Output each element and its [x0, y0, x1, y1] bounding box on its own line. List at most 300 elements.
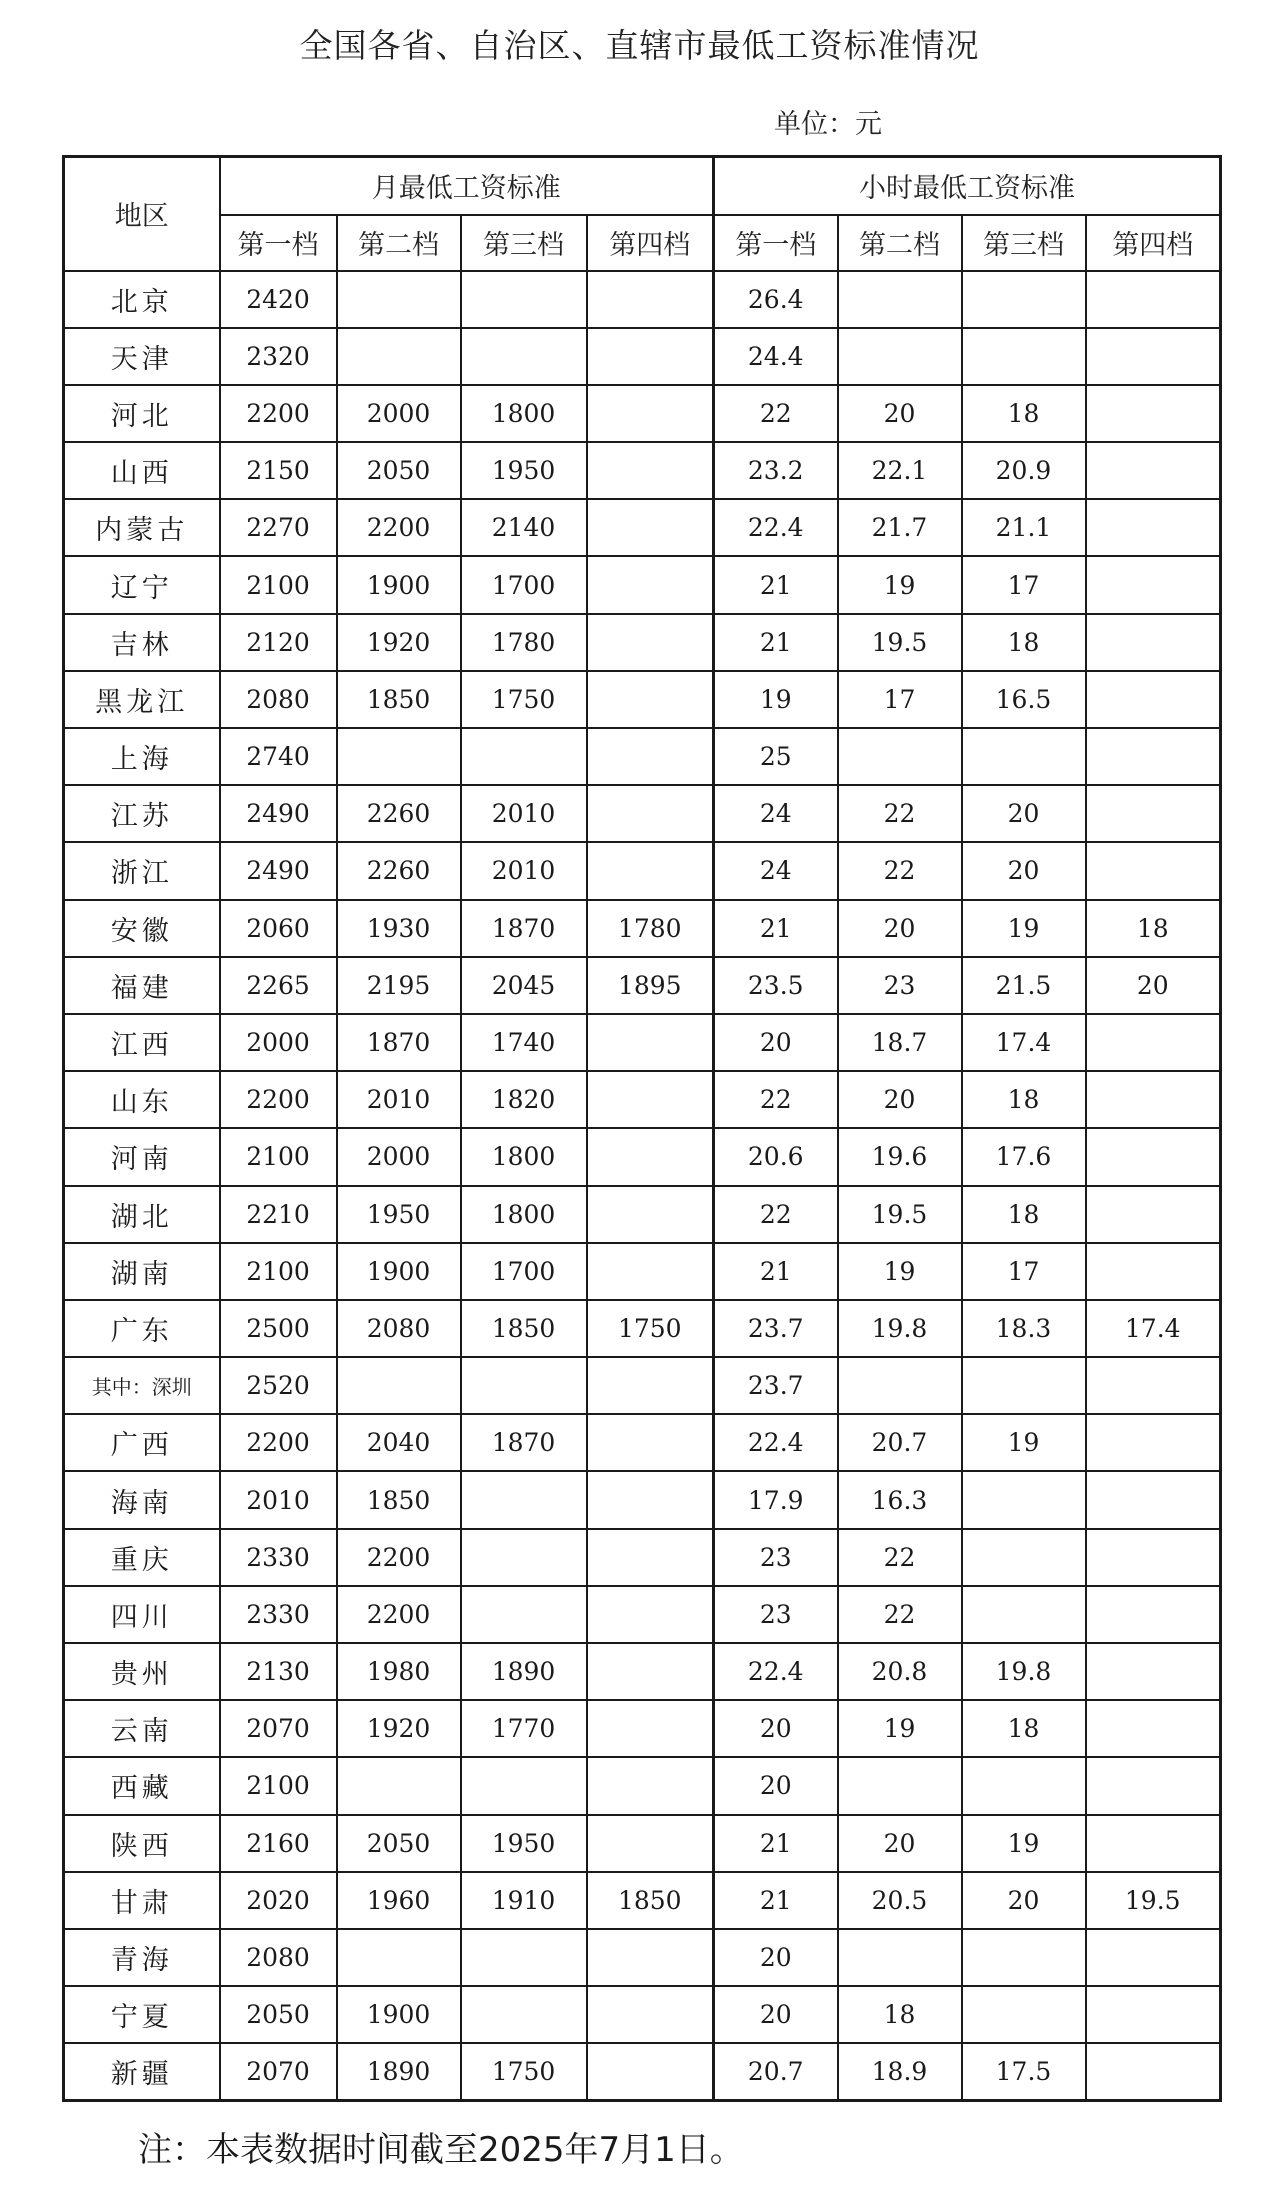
region-cell: 福建: [64, 957, 220, 1014]
hourly-tier-1-cell: 21: [714, 614, 838, 671]
region-cell: 云南: [64, 1700, 220, 1757]
hourly-tier-1-cell: 24: [714, 785, 838, 842]
monthly-tier-3-cell: 1870: [461, 1414, 587, 1471]
monthly-tier-1-cell: 2080: [220, 671, 337, 728]
region-cell: 宁夏: [64, 1986, 220, 2043]
hourly-tier-3-cell: 18: [962, 385, 1086, 442]
monthly-tier-1-cell: 2490: [220, 842, 337, 899]
monthly-tier-2-cell: 1890: [337, 2043, 461, 2100]
monthly-tier-1-cell: 2120: [220, 614, 337, 671]
monthly-tier-4-cell: [587, 728, 714, 785]
monthly-tier-3-cell: [461, 1757, 587, 1814]
hourly-tier-3-cell: [962, 328, 1086, 385]
hourly-tier-2-cell: 19.8: [838, 1300, 962, 1357]
hourly-tier-1-cell: 17.9: [714, 1471, 838, 1528]
hourly-tier-4-cell: [1086, 1815, 1221, 1872]
monthly-tier-3-cell: [461, 1529, 587, 1586]
monthly-tier-3-cell: [461, 1586, 587, 1643]
region-cell: 山西: [64, 442, 220, 499]
header-monthly: 月最低工资标准: [220, 157, 714, 215]
monthly-tier-3-cell: [461, 1357, 587, 1414]
hourly-tier-2-cell: 20: [838, 1071, 962, 1128]
hourly-tier-1-cell: 22.4: [714, 1414, 838, 1471]
monthly-tier-2-cell: [337, 1757, 461, 1814]
hourly-tier-1-cell: 20: [714, 1700, 838, 1757]
table-row: [64, 1471, 1221, 1528]
hourly-tier-4-cell: 18: [1086, 900, 1221, 957]
hourly-tier-1-cell: 23.5: [714, 957, 838, 1014]
hourly-tier-3-cell: 19: [962, 900, 1086, 957]
monthly-tier-3-cell: 1910: [461, 1872, 587, 1929]
hourly-tier-1-cell: 23.7: [714, 1357, 838, 1414]
hourly-tier-4-cell: [1086, 785, 1221, 842]
region-cell: 江苏: [64, 785, 220, 842]
monthly-tier-1-cell: 2130: [220, 1643, 337, 1700]
region-cell: 重庆: [64, 1529, 220, 1586]
hourly-tier-2-cell: 22: [838, 785, 962, 842]
monthly-tier-2-cell: 2200: [337, 1529, 461, 1586]
monthly-tier-4-cell: [587, 385, 714, 442]
hourly-tier-3-cell: 16.5: [962, 671, 1086, 728]
hourly-tier-4-cell: [1086, 1471, 1221, 1528]
monthly-tier-2-cell: 2080: [337, 1300, 461, 1357]
monthly-tier-1-cell: 2420: [220, 271, 337, 328]
hourly-tier-4-cell: [1086, 556, 1221, 613]
monthly-tier-4-cell: [587, 1243, 714, 1300]
table-row: [64, 442, 1221, 499]
monthly-tier-3-cell: 2010: [461, 785, 587, 842]
monthly-tier-1-cell: 2100: [220, 556, 337, 613]
monthly-tier-1-cell: 2080: [220, 1929, 337, 1986]
hourly-tier-1-cell: 21: [714, 556, 838, 613]
hourly-tier-2-cell: 20.8: [838, 1643, 962, 1700]
hourly-tier-4-cell: [1086, 328, 1221, 385]
hourly-tier-3-cell: 18.3: [962, 1300, 1086, 1357]
hourly-tier-1-cell: 22: [714, 1071, 838, 1128]
region-cell: 新疆: [64, 2043, 220, 2100]
hourly-tier-2-cell: 18.9: [838, 2043, 962, 2100]
monthly-tier-4-cell: 1750: [587, 1300, 714, 1357]
monthly-tier-4-cell: [587, 2043, 714, 2100]
monthly-tier-3-cell: 1890: [461, 1643, 587, 1700]
region-cell: 广东: [64, 1300, 220, 1357]
hourly-tier-3-cell: 21.1: [962, 499, 1086, 556]
monthly-tier-4-cell: [587, 1471, 714, 1528]
monthly-tier-2-cell: 1900: [337, 556, 461, 613]
table-row: [64, 556, 1221, 613]
hourly-tier-3-cell: 17: [962, 1243, 1086, 1300]
hourly-tier-4-cell: [1086, 1986, 1221, 2043]
monthly-tier-3-cell: [461, 1986, 587, 2043]
hourly-tier-4-cell: [1086, 385, 1221, 442]
region-cell: 海南: [64, 1471, 220, 1528]
table-row: [64, 499, 1221, 556]
table-row: [64, 1300, 1221, 1357]
hourly-tier-4-cell: [1086, 1414, 1221, 1471]
hourly-tier-2-cell: 22: [838, 842, 962, 899]
table-row: [64, 1815, 1221, 1872]
monthly-tier-3-cell: 2010: [461, 842, 587, 899]
hourly-tier-4-cell: [1086, 1128, 1221, 1185]
hourly-tier-3-cell: 17: [962, 556, 1086, 613]
hourly-tier-4-cell: 20: [1086, 957, 1221, 1014]
monthly-tier-1-cell: 2010: [220, 1471, 337, 1528]
table-row: [64, 785, 1221, 842]
hourly-tier-2-cell: 21.7: [838, 499, 962, 556]
header-hourly-tier-1: 第一档: [714, 215, 838, 271]
hourly-tier-1-cell: 23: [714, 1586, 838, 1643]
monthly-tier-4-cell: [587, 1929, 714, 1986]
monthly-tier-1-cell: 2200: [220, 385, 337, 442]
monthly-tier-3-cell: [461, 271, 587, 328]
monthly-tier-4-cell: [587, 1986, 714, 2043]
hourly-tier-1-cell: 22.4: [714, 1643, 838, 1700]
table-row: [64, 1357, 1221, 1414]
monthly-tier-4-cell: [587, 671, 714, 728]
table-row: [64, 1586, 1221, 1643]
header-monthly-tier-3: 第三档: [461, 215, 587, 271]
hourly-tier-1-cell: 20: [714, 1014, 838, 1071]
table-body: [64, 271, 1221, 2101]
region-cell: 吉林: [64, 614, 220, 671]
monthly-tier-3-cell: [461, 728, 587, 785]
hourly-tier-1-cell: 22.4: [714, 499, 838, 556]
monthly-tier-2-cell: [337, 271, 461, 328]
hourly-tier-2-cell: 19: [838, 556, 962, 613]
hourly-tier-2-cell: 19: [838, 1243, 962, 1300]
monthly-tier-2-cell: 1950: [337, 1186, 461, 1243]
monthly-tier-4-cell: [587, 1014, 714, 1071]
hourly-tier-1-cell: 22: [714, 385, 838, 442]
monthly-tier-2-cell: 1960: [337, 1872, 461, 1929]
monthly-tier-3-cell: 1700: [461, 556, 587, 613]
hourly-tier-2-cell: 22: [838, 1529, 962, 1586]
hourly-tier-3-cell: 18: [962, 614, 1086, 671]
hourly-tier-3-cell: 18: [962, 1186, 1086, 1243]
monthly-tier-2-cell: 1900: [337, 1986, 461, 2043]
hourly-tier-2-cell: 18.7: [838, 1014, 962, 1071]
monthly-tier-2-cell: [337, 1357, 461, 1414]
header-monthly-tier-2: 第二档: [337, 215, 461, 271]
unit-label: 单位：元: [774, 109, 882, 140]
hourly-tier-2-cell: [838, 1357, 962, 1414]
hourly-tier-4-cell: [1086, 499, 1221, 556]
hourly-tier-1-cell: 23.2: [714, 442, 838, 499]
monthly-tier-1-cell: 2150: [220, 442, 337, 499]
monthly-tier-1-cell: 2100: [220, 1128, 337, 1185]
hourly-tier-4-cell: [1086, 1643, 1221, 1700]
hourly-tier-1-cell: 21: [714, 1872, 838, 1929]
monthly-tier-4-cell: [587, 328, 714, 385]
hourly-tier-4-cell: [1086, 442, 1221, 499]
region-cell: 上海: [64, 728, 220, 785]
monthly-tier-4-cell: [587, 1357, 714, 1414]
header-hourly-tier-4: 第四档: [1086, 215, 1221, 271]
hourly-tier-2-cell: [838, 271, 962, 328]
hourly-tier-3-cell: [962, 1357, 1086, 1414]
table-row: [64, 1929, 1221, 1986]
hourly-tier-4-cell: 17.4: [1086, 1300, 1221, 1357]
monthly-tier-4-cell: [587, 442, 714, 499]
monthly-tier-2-cell: 2200: [337, 499, 461, 556]
hourly-tier-3-cell: [962, 1529, 1086, 1586]
monthly-tier-3-cell: 1750: [461, 671, 587, 728]
region-cell: 湖南: [64, 1243, 220, 1300]
monthly-tier-1-cell: 2100: [220, 1757, 337, 1814]
table-row: [64, 1186, 1221, 1243]
monthly-tier-2-cell: 2195: [337, 957, 461, 1014]
monthly-tier-4-cell: 1895: [587, 957, 714, 1014]
hourly-tier-3-cell: [962, 1986, 1086, 2043]
page-title: 全国各省、自治区、直辖市最低工资标准情况: [299, 26, 980, 65]
table-row: [64, 1529, 1221, 1586]
region-cell: 湖北: [64, 1186, 220, 1243]
monthly-tier-2-cell: [337, 728, 461, 785]
hourly-tier-2-cell: [838, 728, 962, 785]
hourly-tier-4-cell: [1086, 842, 1221, 899]
header-hourly-tier-2: 第二档: [838, 215, 962, 271]
monthly-tier-4-cell: [587, 556, 714, 613]
monthly-tier-1-cell: 2500: [220, 1300, 337, 1357]
monthly-tier-3-cell: 1700: [461, 1243, 587, 1300]
region-cell: 甘肃: [64, 1872, 220, 1929]
monthly-tier-1-cell: 2060: [220, 900, 337, 957]
monthly-tier-3-cell: 1800: [461, 1186, 587, 1243]
monthly-tier-1-cell: 2020: [220, 1872, 337, 1929]
table-row: [64, 957, 1221, 1014]
table-row: [64, 385, 1221, 442]
header-monthly-tier-4: 第四档: [587, 215, 714, 271]
header-hourly: 小时最低工资标准: [714, 157, 1221, 215]
hourly-tier-3-cell: 17.4: [962, 1014, 1086, 1071]
hourly-tier-1-cell: 25: [714, 728, 838, 785]
table-row: [64, 842, 1221, 899]
hourly-tier-1-cell: 21: [714, 1815, 838, 1872]
hourly-tier-2-cell: 17: [838, 671, 962, 728]
monthly-tier-1-cell: 2330: [220, 1529, 337, 1586]
monthly-tier-1-cell: 2000: [220, 1014, 337, 1071]
monthly-tier-3-cell: 1820: [461, 1071, 587, 1128]
hourly-tier-4-cell: [1086, 728, 1221, 785]
hourly-tier-1-cell: 23.7: [714, 1300, 838, 1357]
monthly-tier-4-cell: [587, 1186, 714, 1243]
monthly-tier-2-cell: [337, 1929, 461, 1986]
monthly-tier-3-cell: 1780: [461, 614, 587, 671]
region-cell: 内蒙古: [64, 499, 220, 556]
hourly-tier-3-cell: 20.9: [962, 442, 1086, 499]
hourly-tier-3-cell: 20: [962, 842, 1086, 899]
table-row: [64, 1414, 1221, 1471]
monthly-tier-3-cell: 1750: [461, 2043, 587, 2100]
hourly-tier-4-cell: [1086, 614, 1221, 671]
hourly-tier-2-cell: 20: [838, 900, 962, 957]
region-cell: 安徽: [64, 900, 220, 957]
monthly-tier-4-cell: [587, 1643, 714, 1700]
monthly-tier-2-cell: 1870: [337, 1014, 461, 1071]
monthly-tier-4-cell: [587, 1529, 714, 1586]
monthly-tier-4-cell: [587, 1586, 714, 1643]
region-cell: 青海: [64, 1929, 220, 1986]
monthly-tier-4-cell: [587, 499, 714, 556]
hourly-tier-1-cell: 24: [714, 842, 838, 899]
region-cell: 河北: [64, 385, 220, 442]
hourly-tier-3-cell: [962, 1757, 1086, 1814]
monthly-tier-2-cell: 1850: [337, 671, 461, 728]
hourly-tier-2-cell: [838, 328, 962, 385]
hourly-tier-2-cell: [838, 1929, 962, 1986]
hourly-tier-1-cell: 21: [714, 900, 838, 957]
hourly-tier-1-cell: 20: [714, 1757, 838, 1814]
hourly-tier-4-cell: [1086, 1186, 1221, 1243]
hourly-tier-2-cell: 20: [838, 1815, 962, 1872]
monthly-tier-4-cell: 1780: [587, 900, 714, 957]
hourly-tier-3-cell: 17.5: [962, 2043, 1086, 2100]
monthly-tier-3-cell: 1950: [461, 1815, 587, 1872]
hourly-tier-1-cell: 20: [714, 1929, 838, 1986]
hourly-tier-3-cell: [962, 271, 1086, 328]
region-cell: 山东: [64, 1071, 220, 1128]
hourly-tier-2-cell: 20.5: [838, 1872, 962, 1929]
monthly-tier-2-cell: 2040: [337, 1414, 461, 1471]
table-row: [64, 1872, 1221, 1929]
monthly-tier-4-cell: [587, 1757, 714, 1814]
hourly-tier-4-cell: [1086, 671, 1221, 728]
hourly-tier-1-cell: 20: [714, 1986, 838, 2043]
table-row: [64, 614, 1221, 671]
table-row: [64, 1986, 1221, 2043]
hourly-tier-2-cell: 20.7: [838, 1414, 962, 1471]
hourly-tier-1-cell: 20.6: [714, 1128, 838, 1185]
table-row: [64, 1128, 1221, 1185]
monthly-tier-3-cell: 1800: [461, 1128, 587, 1185]
monthly-tier-4-cell: [587, 1815, 714, 1872]
hourly-tier-3-cell: 21.5: [962, 957, 1086, 1014]
monthly-tier-2-cell: 1920: [337, 614, 461, 671]
region-cell: 西藏: [64, 1757, 220, 1814]
table-row: [64, 900, 1221, 957]
table-row: [64, 1757, 1221, 1814]
hourly-tier-4-cell: [1086, 271, 1221, 328]
hourly-tier-3-cell: 18: [962, 1071, 1086, 1128]
monthly-tier-4-cell: [587, 1071, 714, 1128]
monthly-tier-3-cell: [461, 328, 587, 385]
minimum-wage-table: [62, 155, 1222, 2102]
region-cell: 北京: [64, 271, 220, 328]
monthly-tier-4-cell: [587, 271, 714, 328]
hourly-tier-4-cell: 19.5: [1086, 1872, 1221, 1929]
hourly-tier-2-cell: 19: [838, 1700, 962, 1757]
hourly-tier-1-cell: 26.4: [714, 271, 838, 328]
hourly-tier-3-cell: 20: [962, 785, 1086, 842]
table-row: [64, 328, 1221, 385]
footnote: 注：本表数据时间截至2025年7月1日。: [138, 2130, 744, 2170]
monthly-tier-2-cell: 2050: [337, 442, 461, 499]
hourly-tier-2-cell: 18: [838, 1986, 962, 2043]
monthly-tier-4-cell: [587, 1700, 714, 1757]
monthly-tier-3-cell: 1800: [461, 385, 587, 442]
table-row: [64, 1243, 1221, 1300]
table-row: [64, 271, 1221, 328]
region-cell: 江西: [64, 1014, 220, 1071]
monthly-tier-1-cell: 2100: [220, 1243, 337, 1300]
monthly-tier-1-cell: 2070: [220, 1700, 337, 1757]
monthly-tier-3-cell: 1950: [461, 442, 587, 499]
hourly-tier-3-cell: 17.6: [962, 1128, 1086, 1185]
monthly-tier-3-cell: 1770: [461, 1700, 587, 1757]
hourly-tier-3-cell: [962, 728, 1086, 785]
monthly-tier-1-cell: 2490: [220, 785, 337, 842]
region-cell: 天津: [64, 328, 220, 385]
region-cell: 四川: [64, 1586, 220, 1643]
monthly-tier-4-cell: [587, 1414, 714, 1471]
region-cell: 黑龙江: [64, 671, 220, 728]
monthly-tier-3-cell: 1870: [461, 900, 587, 957]
monthly-tier-4-cell: [587, 1128, 714, 1185]
monthly-tier-2-cell: 2010: [337, 1071, 461, 1128]
monthly-tier-3-cell: 2140: [461, 499, 587, 556]
monthly-tier-2-cell: 2260: [337, 842, 461, 899]
hourly-tier-1-cell: 21: [714, 1243, 838, 1300]
monthly-tier-1-cell: 2265: [220, 957, 337, 1014]
hourly-tier-4-cell: [1086, 1757, 1221, 1814]
monthly-tier-1-cell: 2740: [220, 728, 337, 785]
hourly-tier-3-cell: 19.8: [962, 1643, 1086, 1700]
hourly-tier-2-cell: 19.5: [838, 614, 962, 671]
table-row: [64, 1071, 1221, 1128]
hourly-tier-2-cell: 19.6: [838, 1128, 962, 1185]
hourly-tier-2-cell: [838, 1757, 962, 1814]
monthly-tier-2-cell: 2050: [337, 1815, 461, 1872]
hourly-tier-4-cell: [1086, 1529, 1221, 1586]
header-region: 地区: [64, 157, 220, 271]
monthly-tier-4-cell: [587, 785, 714, 842]
region-cell: 广西: [64, 1414, 220, 1471]
monthly-tier-1-cell: 2050: [220, 1986, 337, 2043]
region-cell: 贵州: [64, 1643, 220, 1700]
hourly-tier-1-cell: 24.4: [714, 328, 838, 385]
hourly-tier-1-cell: 22: [714, 1186, 838, 1243]
hourly-tier-1-cell: 23: [714, 1529, 838, 1586]
monthly-tier-2-cell: 2000: [337, 385, 461, 442]
hourly-tier-4-cell: [1086, 1700, 1221, 1757]
table-row: [64, 1014, 1221, 1071]
monthly-tier-4-cell: [587, 614, 714, 671]
hourly-tier-4-cell: [1086, 1929, 1221, 1986]
monthly-tier-1-cell: 2200: [220, 1071, 337, 1128]
table-row: [64, 1700, 1221, 1757]
monthly-tier-2-cell: 2200: [337, 1586, 461, 1643]
monthly-tier-3-cell: 2045: [461, 957, 587, 1014]
monthly-tier-2-cell: 2000: [337, 1128, 461, 1185]
hourly-tier-2-cell: 20: [838, 385, 962, 442]
hourly-tier-4-cell: [1086, 1071, 1221, 1128]
hourly-tier-4-cell: [1086, 1014, 1221, 1071]
monthly-tier-1-cell: 2210: [220, 1186, 337, 1243]
hourly-tier-3-cell: 19: [962, 1815, 1086, 1872]
region-cell: 浙江: [64, 842, 220, 899]
monthly-tier-3-cell: [461, 1471, 587, 1528]
monthly-tier-1-cell: 2520: [220, 1357, 337, 1414]
monthly-tier-2-cell: 1900: [337, 1243, 461, 1300]
hourly-tier-3-cell: 20: [962, 1872, 1086, 1929]
region-cell: 其中：深圳: [64, 1357, 220, 1414]
monthly-tier-3-cell: 1850: [461, 1300, 587, 1357]
hourly-tier-2-cell: 19.5: [838, 1186, 962, 1243]
header-hourly-tier-3: 第三档: [962, 215, 1086, 271]
table-row: [64, 728, 1221, 785]
hourly-tier-3-cell: [962, 1929, 1086, 1986]
hourly-tier-4-cell: [1086, 1243, 1221, 1300]
